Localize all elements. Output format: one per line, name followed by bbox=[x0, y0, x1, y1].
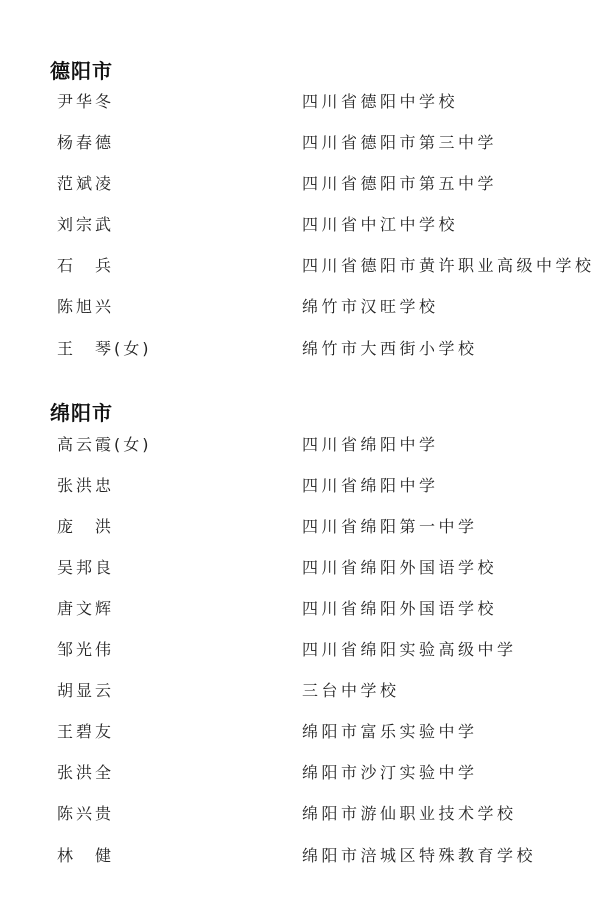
list-item bbox=[0, 89, 600, 119]
list-item bbox=[0, 432, 600, 462]
person-name: 陈兴贵 bbox=[57, 804, 115, 823]
person-name: 陈旭兴 bbox=[57, 297, 115, 316]
school-name: 绵阳市游仙职业技术学校 bbox=[302, 804, 517, 823]
list-item bbox=[0, 473, 600, 503]
section-title-deyang: 德阳市 bbox=[50, 59, 113, 83]
list-item bbox=[0, 294, 600, 324]
school-name: 三台中学校 bbox=[302, 681, 400, 700]
person-name: 高云霞(女) bbox=[57, 435, 152, 454]
list-item bbox=[0, 171, 600, 201]
list-item bbox=[0, 637, 600, 667]
school-name: 绵阳市富乐实验中学 bbox=[302, 722, 478, 741]
list-item bbox=[0, 514, 600, 544]
list-item bbox=[0, 253, 600, 283]
school-name: 四川省德阳市第三中学 bbox=[302, 133, 498, 152]
person-name: 杨春德 bbox=[57, 133, 115, 152]
person-name: 庞 洪 bbox=[57, 517, 115, 536]
person-name: 石 兵 bbox=[57, 256, 115, 275]
school-name: 四川省德阳中学校 bbox=[302, 92, 459, 111]
list-item bbox=[0, 760, 600, 790]
school-name: 绵阳市涪城区特殊教育学校 bbox=[302, 846, 537, 865]
school-name: 四川省绵阳中学 bbox=[302, 476, 439, 495]
school-name: 四川省中江中学校 bbox=[302, 215, 459, 234]
section-title-mianyang: 绵阳市 bbox=[50, 401, 113, 425]
person-name: 胡显云 bbox=[57, 681, 115, 700]
list-item bbox=[0, 212, 600, 242]
school-name: 绵竹市大西街小学校 bbox=[302, 339, 478, 358]
person-name: 张洪忠 bbox=[57, 476, 115, 495]
list-item bbox=[0, 130, 600, 160]
person-name: 林 健 bbox=[57, 846, 115, 865]
school-name: 绵竹市汉旺学校 bbox=[302, 297, 439, 316]
person-name: 王碧友 bbox=[57, 722, 115, 741]
school-name: 四川省绵阳外国语学校 bbox=[302, 599, 498, 618]
person-name: 邹光伟 bbox=[57, 640, 115, 659]
list-item bbox=[0, 336, 600, 366]
school-name: 四川省绵阳外国语学校 bbox=[302, 558, 498, 577]
person-name: 唐文辉 bbox=[57, 599, 115, 618]
list-item bbox=[0, 596, 600, 626]
school-name: 绵阳市沙汀实验中学 bbox=[302, 763, 478, 782]
person-name: 王 琴(女) bbox=[57, 339, 152, 358]
person-name: 尹华冬 bbox=[57, 92, 115, 111]
school-name: 四川省绵阳中学 bbox=[302, 435, 439, 454]
school-name: 四川省绵阳实验高级中学 bbox=[302, 640, 517, 659]
school-name: 四川省德阳市第五中学 bbox=[302, 174, 498, 193]
person-name: 吴邦良 bbox=[57, 558, 115, 577]
school-name: 四川省绵阳第一中学 bbox=[302, 517, 478, 536]
person-name: 张洪全 bbox=[57, 763, 115, 782]
list-item bbox=[0, 719, 600, 749]
list-item bbox=[0, 555, 600, 585]
school-name: 四川省德阳市黄许职业高级中学校 bbox=[302, 256, 595, 275]
person-name: 范斌凌 bbox=[57, 174, 115, 193]
list-item bbox=[0, 678, 600, 708]
person-name: 刘宗武 bbox=[57, 215, 115, 234]
list-item bbox=[0, 801, 600, 831]
list-item bbox=[0, 843, 600, 873]
